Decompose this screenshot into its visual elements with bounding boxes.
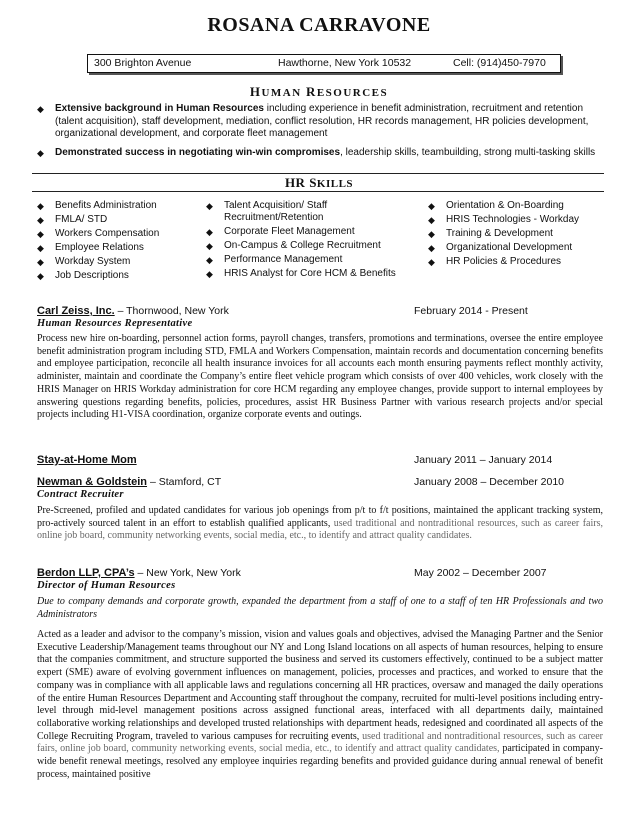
diamond-bullet-icon: ◆ bbox=[428, 229, 435, 239]
job-title: Contract Recruiter bbox=[37, 489, 124, 500]
skill-item: ◆ On-Campus & College Recruitment bbox=[206, 240, 381, 251]
company-location: – New York, New York bbox=[134, 567, 241, 579]
company-name: Carl Zeiss, Inc. bbox=[37, 305, 115, 317]
diamond-bullet-icon: ◆ bbox=[37, 229, 44, 239]
company-name: Stay-at-Home Mom bbox=[37, 454, 137, 466]
contact-box bbox=[87, 54, 561, 73]
skill-item: ◆ Talent Acquisition/ Staff Recruitment/Retention bbox=[206, 200, 328, 223]
job-dates: January 2008 – December 2010 bbox=[414, 476, 565, 488]
divider bbox=[32, 191, 604, 192]
job-header-home bbox=[37, 454, 597, 466]
summary-item: ◆ Extensive background in Human Resources including experience in benefit administration, recruitment and retention (talent acquisition), staff development, mediation, conflict resolution, HR records management, HR policies development, organizational development, and corporate fleet management bbox=[37, 103, 589, 139]
summary-list bbox=[37, 103, 597, 165]
skill-item: ◆ Workers Compensation bbox=[37, 228, 160, 239]
company-location: – Stamford, CT bbox=[147, 476, 222, 488]
diamond-bullet-icon: ◆ bbox=[37, 147, 44, 158]
job-dates: January 2011 – January 2014 bbox=[414, 454, 553, 466]
diamond-bullet-icon: ◆ bbox=[428, 257, 435, 267]
skill-item: ◆ Corporate Fleet Management bbox=[206, 226, 355, 237]
job-description: Pre-Screened, profiled and updated candidates for various job openings from p/t to f/t positions, maintained the applicant tracking system, pro-actively sourced talent in an effort to establish qualified applicants, used traditional and nontraditional resources, such as career fairs, online job board, community networking events, social media, etc., to identify and attract quality candidates. bbox=[37, 505, 603, 542]
skill-item: ◆ HR Policies & Procedures bbox=[428, 256, 562, 267]
divider bbox=[32, 173, 604, 174]
company-location: – Thornwood, New York bbox=[114, 305, 229, 317]
city: Hawthorne, New York 10532 bbox=[278, 57, 412, 69]
diamond-bullet-icon: ◆ bbox=[206, 241, 213, 251]
diamond-bullet-icon: ◆ bbox=[37, 201, 44, 211]
skills-column-2 bbox=[206, 200, 416, 282]
job-intro: Due to company demands and corporate growth, expanded the department from a staff of one to a staff of ten HR Professionals and two Administrators bbox=[37, 596, 603, 620]
job-header-newman bbox=[37, 476, 597, 488]
job-dates: May 2002 – December 2007 bbox=[414, 567, 547, 579]
skill-item: ◆ HRIS Analyst for Core HCM & Benefits bbox=[206, 268, 396, 279]
job-description: Process new hire on-boarding, personnel action forms, payroll changes, transfers, promotions and terminations, oversee the entire employee benefit administration program including STD, FMLA and Workers Compensation, maintain records and documentation concerning benefits and employee participation, reconcile all health insurance invoices for all accounts each month ensuring payments reflect monthly activity, administer, maintain and coordinate the Company’s entire fleet vehicle program which consists of over 400 vehicles, work closely with the HRIS Manager on HRIS Workday administration for core HCM regarding any employee changes, provide support to internal employees by answering questions regarding benefits, policies, procedures, assist HR Business Partner with various research projects and/or special projects including H1-VISA coordination, organize corporate events and outings. bbox=[37, 333, 603, 421]
section-title-hr-skills: HR SKILLS bbox=[284, 175, 354, 190]
diamond-bullet-icon: ◆ bbox=[206, 255, 213, 265]
diamond-bullet-icon: ◆ bbox=[37, 104, 44, 114]
skill-item: ◆ Training & Development bbox=[428, 228, 553, 239]
diamond-bullet-icon: ◆ bbox=[428, 201, 435, 211]
job-header-berdon bbox=[37, 567, 597, 579]
diamond-bullet-icon: ◆ bbox=[37, 215, 44, 225]
job-title: Director of Human Resources bbox=[37, 580, 176, 591]
skills-column-3 bbox=[428, 200, 603, 270]
company-name: Newman & Goldstein bbox=[37, 476, 148, 488]
job-description: Acted as a leader and advisor to the company’s mission, vision and values goals and objectives, advised the Managing Partner and the Senior Executive Leadership/Management teams throughout our NY and Long Island locations on all aspects of human resources, helping to ensure that the companies commitment, and structure supported the business and served its customers effectively, continued to be a subject matter expert (SME) aware of evolving government influences on management, policies, processes and practices, and worked to ensure that the company was in compliance with all applicable laws and regulations concerning all HR practices, oversaw and managed the daily operations of the entire Human Resources Department and Accounting staff throughout the company, recruited for multi-level positions including entry-level through mid-level management positions across assigned functional areas, interfaced with all departments daily, maintained collaborative working relationships and developed trusted relationships with department heads, redesigned and coordinated all aspects of the College Recruiting Program, traveled to various campuses for recruiting events, used traditional and nontraditional resources, such as career fairs, online job board, community networking events, social media, etc., to identify and attract quality candidates, participated in company-wide benefit renewal meetings, resolved any employee inquiries regarding benefits and provided guidance during annual renewal of benefit process, maintained positive bbox=[37, 629, 603, 780]
candidate-name: ROSANA CARRAVONE bbox=[207, 14, 431, 36]
address: 300 Brighton Avenue bbox=[94, 57, 192, 69]
job-dates: February 2014 - Present bbox=[414, 305, 528, 317]
skill-item: ◆ Workday System bbox=[37, 256, 131, 267]
skill-item: ◆ Performance Management bbox=[206, 254, 343, 265]
diamond-bullet-icon: ◆ bbox=[428, 243, 435, 253]
skill-item: ◆ Job Descriptions bbox=[37, 270, 129, 281]
summary-item: ◆ Demonstrated success in negotiating win-win compromises, leadership skills, teambuilding, strong multi-tasking skills bbox=[37, 146, 596, 158]
skill-item: ◆ FMLA/ STD bbox=[37, 214, 108, 225]
diamond-bullet-icon: ◆ bbox=[37, 271, 44, 281]
diamond-bullet-icon: ◆ bbox=[206, 227, 213, 237]
phone: Cell: (914)450-7970 bbox=[453, 57, 546, 69]
job-header-zeiss bbox=[37, 305, 597, 317]
diamond-bullet-icon: ◆ bbox=[37, 257, 44, 267]
section-title-human-resources: HUMAN RESOURCES bbox=[249, 84, 389, 99]
diamond-bullet-icon: ◆ bbox=[37, 243, 44, 253]
skill-item: ◆ HRIS Technologies - Workday bbox=[428, 214, 580, 225]
diamond-bullet-icon: ◆ bbox=[428, 215, 435, 225]
company-name: Berdon LLP, CPA’s bbox=[37, 567, 135, 579]
diamond-bullet-icon: ◆ bbox=[206, 201, 213, 211]
job-title: Human Resources Representative bbox=[37, 318, 193, 329]
diamond-bullet-icon: ◆ bbox=[206, 269, 213, 279]
skill-item: ◆ Employee Relations bbox=[37, 242, 144, 253]
skills-column-1 bbox=[37, 200, 197, 284]
skill-item: ◆ Benefits Administration bbox=[37, 200, 157, 211]
skill-item: ◆ Organizational Development bbox=[428, 242, 573, 253]
skill-item: ◆ Orientation & On-Boarding bbox=[428, 200, 564, 211]
